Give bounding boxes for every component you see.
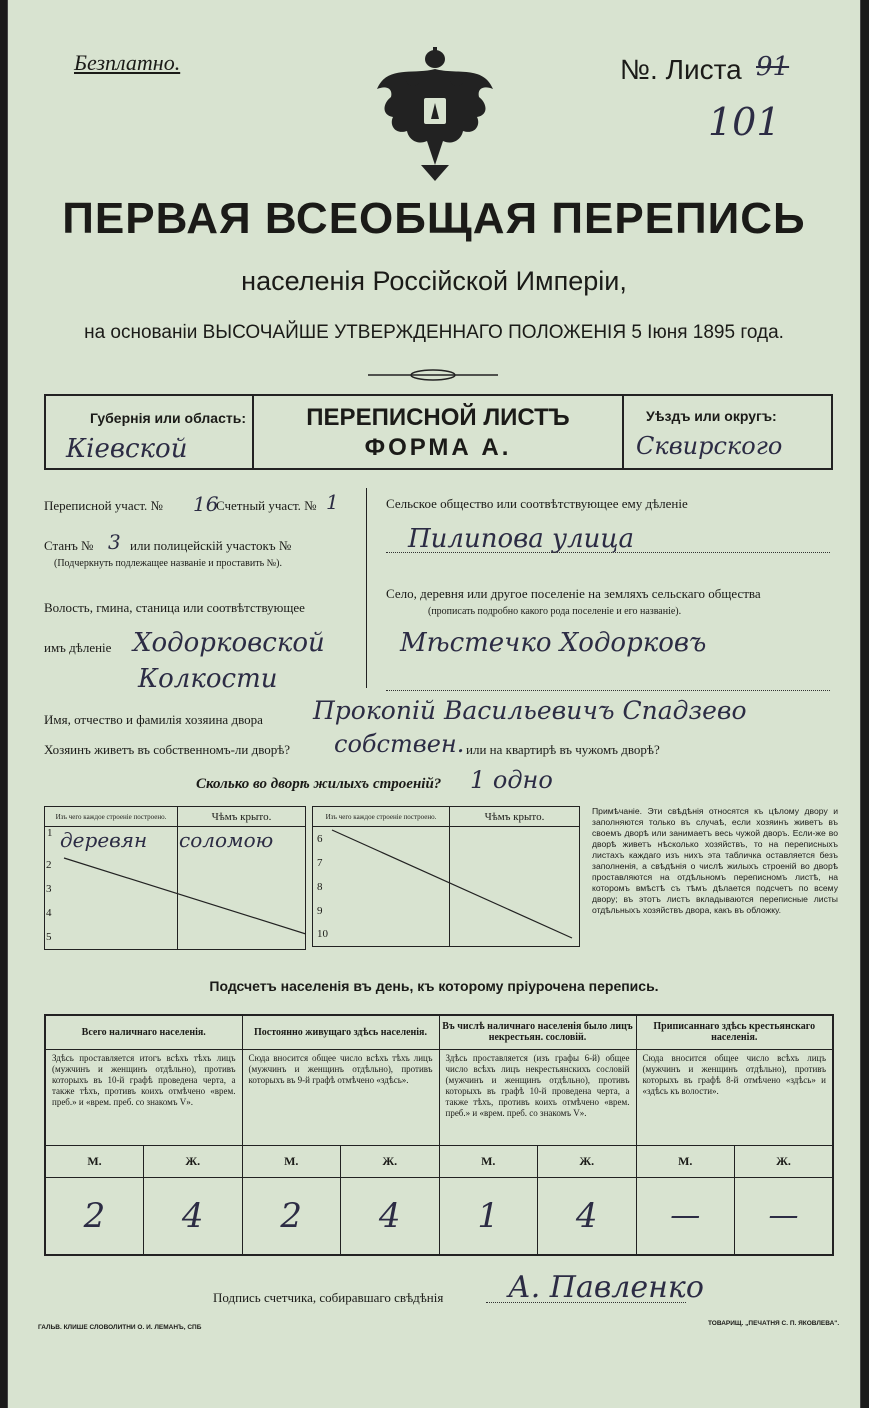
roof-value: соломою	[179, 828, 274, 852]
double-headed-eagle-emblem	[373, 45, 497, 185]
census-sheet	[8, 0, 860, 1408]
buildings-label: Сколько во дворѣ жилыхъ строеній?	[196, 776, 442, 792]
village-label: Село, деревня или другое поселеніе на земляхъ сельскаго общества	[386, 586, 761, 601]
village-value: Мѣстечко Ходорковъ	[400, 628, 707, 658]
counting-district-label: Счетный участ. №	[216, 498, 317, 513]
m-header: М.	[439, 1145, 538, 1177]
strike-line-left	[44, 852, 306, 942]
buildings-value: 1 одно	[470, 766, 553, 794]
village-note: (прописать подробно какого рода поселеніе и его названіе).	[428, 606, 682, 617]
signature-label: Подпись счетчика, собиравшаго свѣдѣнія	[213, 1290, 444, 1305]
province-label: Губернія или область:	[89, 410, 246, 426]
footer-left: ГАЛЬВ. КЛИШЕ СЛОВОЛИТНИ О. И. ЛЕМАНЪ, СПБ	[38, 1324, 202, 1331]
form-title: ПЕРЕПИСНОЙ ЛИСТЪ	[306, 404, 570, 431]
sheet-label: №. Листа	[620, 54, 742, 85]
volost-value-1: Ходорковской	[133, 628, 325, 658]
pop-col-2-title: Постоянно живущаго здѣсь населенія.	[242, 1015, 439, 1049]
f-header: Ж.	[735, 1145, 834, 1177]
row-number: 7	[313, 851, 450, 875]
row-number: 5	[45, 925, 178, 949]
box-divider-right	[622, 394, 624, 468]
row-number: 6	[313, 827, 450, 851]
non-peasant-female: 4	[538, 1177, 637, 1255]
pop-col-4-title: Приписаннаго здѣсь крестьянскаго населенія.	[636, 1015, 833, 1049]
material-value: деревян	[60, 828, 148, 852]
pop-col-3-title: Въ числѣ наличнаго населенія было лицъ некрестьян. сословій.	[439, 1015, 636, 1049]
peasant-female: —	[735, 1177, 834, 1255]
material-col-header-2: Изъ чего каждое строеніе построено.	[313, 807, 450, 827]
signature-line	[486, 1302, 686, 1303]
permanent-female: 4	[341, 1177, 440, 1255]
pop-col-1-desc: Здѣсь проставляется итогъ всѣхъ тѣхъ лицъ (мужчинъ и женщинъ отдѣльно), противъ которыхъ въ 10-й графѣ проведена черта, а также тѣхъ, противъ коихъ отмѣчено «врем. преб.» и «врем. преб. со знакомъ V».	[45, 1049, 242, 1145]
owner-name-label: Имя, отчество и фамилія хозяина двора	[44, 712, 263, 727]
form-name: ФОРМА А.	[364, 434, 512, 461]
counting-district-value: 1	[326, 490, 339, 514]
stan-note: (Подчеркнуть подлежащее названіе и проставить №).	[54, 558, 282, 569]
pop-col-3-desc: Здѣсь проставляется (изъ графы 6-й) общее число всѣхъ лицъ некрестьянскихъ сословій (мужчинъ и женщинъ отдѣльно), противъ которыхъ въ графѣ 10-й проведена черта, а также тѣхъ, противъ коихъ отмѣчено «врем. преб.» и «врем. преб. со знакомъ V».	[439, 1049, 636, 1145]
district-value: Сквирского	[636, 432, 783, 460]
roof-col-header: Чѣмъ крыто.	[178, 807, 306, 827]
society-line	[386, 552, 830, 553]
f-header: Ж.	[144, 1145, 243, 1177]
m-header: М.	[242, 1145, 341, 1177]
material-col-header: Изъ чего каждое строеніе построено.	[45, 807, 178, 827]
strike-line-right	[312, 826, 580, 944]
permanent-male: 2	[242, 1177, 341, 1255]
row-number: 8	[313, 875, 450, 899]
f-header: Ж.	[538, 1145, 637, 1177]
non-peasant-male: 1	[439, 1177, 538, 1255]
population-table	[44, 1014, 834, 1256]
total-female: 4	[144, 1177, 243, 1255]
fields-divider	[366, 488, 367, 688]
owner-lives-value: собствен.	[334, 730, 465, 758]
village-line	[386, 690, 830, 691]
footer-right: ТОВАРИЩ. „ПЕЧАТНЯ С. П. ЯКОВЛЕВА".	[708, 1320, 840, 1327]
pop-col-2-desc: Сюда вносится общее число всѣхъ тѣхъ лицъ (мужчинъ и женщинъ отдѣльно), противъ которыхъ въ 9-й графѣ отмѣчено «здѣсь».	[242, 1049, 439, 1145]
table-row	[45, 827, 306, 854]
volost-label: Волость, гмина, станица или соотвѣтствующее	[44, 600, 305, 615]
roof-col-header-2: Чѣмъ крыто.	[450, 807, 580, 827]
owner-lives-label: Хозяинъ живетъ въ собственномъ-ли дворѣ?	[44, 742, 291, 757]
row-number: 10	[313, 923, 450, 947]
population-heading: Подсчетъ населенія въ день, къ которому пріурочена перепись.	[209, 978, 659, 994]
pop-col-1-title: Всего наличнаго населенія.	[45, 1015, 242, 1049]
buildings-note: Примѣчаніе. Эти свѣдѣнія относятся къ цѣлому двору и заполняются только въ случаѣ, если хозяинъ живетъ въ своемъ дворѣ или занимаетъ весь чужой дворъ. Если-же во дворѣ живетъ нѣсколько хозяйствъ, то на переписныхъ листахъ каждаго изъ нихъ эта табличка оставляется безъ заполненія, а свѣдѣнія о числѣ жилыхъ строеній во дворѣ проставляются на отдѣльномъ переписномъ листѣ, на которомъ вмѣстѣ съ тѣмъ дѣлается подсчетъ по всему двору; въ этотъ листъ вкладываются переписные листы отдѣльныхъ хозяйствъ двора, какъ въ обложку.	[592, 806, 838, 915]
volost-value-2: Колкости	[138, 664, 278, 694]
stan-alt-label: или полицейскій участокъ №	[130, 538, 292, 553]
row-number: 9	[313, 899, 450, 923]
pop-col-4-desc: Сюда вносится общее число всѣхъ лицъ (мужчинъ и женщинъ отдѣльно), противъ которыхъ въ графѣ 8-й отмѣчено «здѣсь» и «здѣсь къ волости».	[636, 1049, 833, 1145]
f-header: Ж.	[341, 1145, 440, 1177]
district-label: Уѣздъ или округъ:	[646, 408, 777, 424]
owner-lives-alt: или на квартирѣ въ чужомъ дворѣ?	[466, 742, 660, 757]
ornament-divider	[368, 368, 498, 382]
form-header-box	[44, 394, 833, 470]
sheet-number-handwritten: 101	[708, 100, 781, 144]
m-header: М.	[45, 1145, 144, 1177]
total-male: 2	[45, 1177, 144, 1255]
census-district-label: Переписной участ. №	[44, 498, 163, 513]
census-district-value: 16	[193, 492, 219, 516]
m-header: М.	[636, 1145, 735, 1177]
stan-label: Станъ №	[44, 538, 94, 553]
main-title: ПЕРВАЯ ВСЕОБЩАЯ ПЕРЕПИСЬ	[62, 194, 806, 243]
society-label: Сельское общество или соотвѣтствующее ему дѣленіе	[386, 496, 688, 511]
row-number: 4	[45, 901, 178, 925]
society-value: Пилипова улица	[408, 524, 635, 554]
signature-value: А. Павленко	[508, 1270, 704, 1305]
sheet-number-struck: 91	[756, 52, 790, 82]
subtitle: населенія Россійской Имперіи,	[241, 266, 627, 296]
province-value: Кіевской	[66, 434, 188, 464]
row-number: 1	[47, 827, 53, 839]
peasant-male: —	[636, 1177, 735, 1255]
row-number: 2	[45, 853, 178, 877]
row-number: 3	[45, 877, 178, 901]
legal-basis: на основаніи ВЫСОЧАЙШЕ УТВЕРЖДЕННАГО ПОЛОЖЕНІЯ 5 Іюня 1895 года.	[84, 322, 784, 343]
stan-value: 3	[108, 530, 121, 554]
owner-name-value: Прокопій Васильевичъ Спадзево	[313, 696, 747, 725]
volost-label-2: имъ дѣленіе	[44, 640, 112, 655]
free-label: Безплатно.	[74, 50, 181, 75]
